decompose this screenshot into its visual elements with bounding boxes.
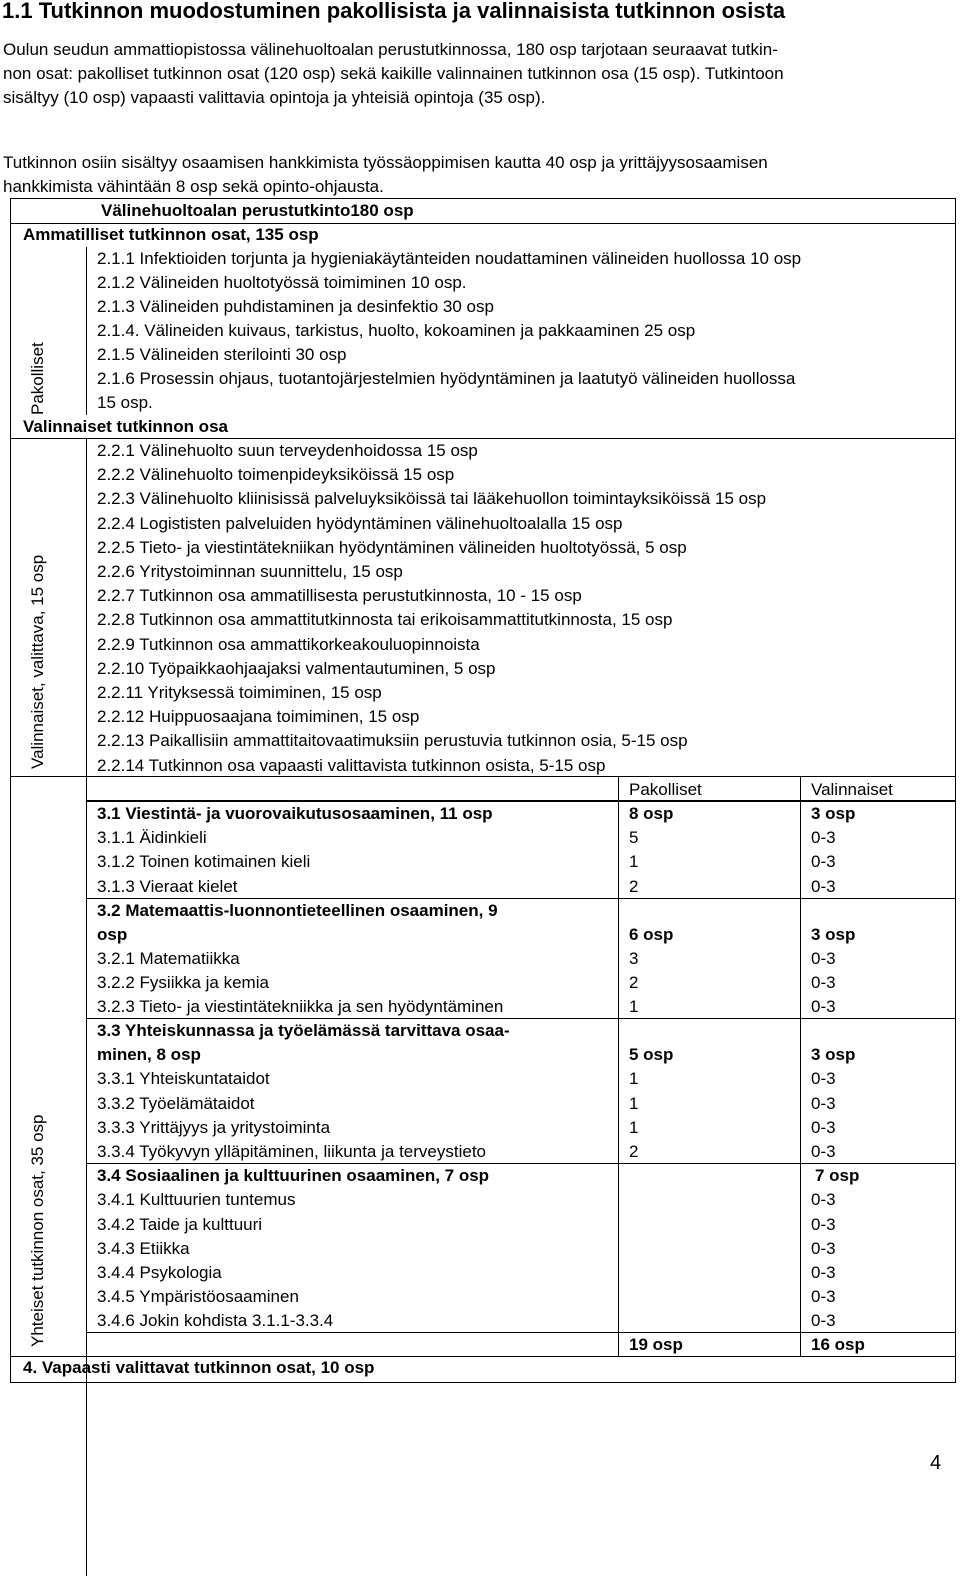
- list-item: 2.2.11 Yrityksessä toimiminen, 15 osp: [97, 683, 382, 702]
- valinnaiset-cell: 0-3: [811, 1263, 836, 1282]
- section-heading: Ammatilliset tutkinnon osat, 135 osp: [23, 225, 319, 244]
- valinnaiset-cell: 7 osp: [815, 1166, 860, 1186]
- row-group-label: Valinnaiset, valittava, 15 osp: [28, 554, 47, 769]
- table-row-label: osp: [97, 924, 128, 944]
- valinnaiset-cell: 0-3: [811, 1069, 836, 1089]
- list-item: 2.2.4 Logististen palveluiden hyödyntäminen välinehuoltoalalla 15 osp: [97, 513, 623, 533]
- pakolliset-cell: 8 osp: [629, 804, 674, 823]
- valinnaiset-cell: 0-3: [811, 973, 836, 992]
- intro-paragraph: [3, 38, 953, 110]
- table-row-label: 3.2 Matemaattis-luonnontieteellinen osaaminen, 9: [97, 900, 498, 920]
- table-divider: [618, 776, 619, 1356]
- column-header: Pakolliset: [629, 780, 702, 799]
- list-item: 2.1.2 Välineiden huoltotyössä toimiminen 10 osp.: [97, 273, 467, 292]
- pakolliset-cell: 1: [629, 997, 639, 1017]
- valinnaiset-cell: 0-3: [811, 1142, 836, 1161]
- table-row-label: 3.4.5 Ympäristöosaaminen: [97, 1287, 299, 1307]
- list-item: 2.2.2 Välinehuolto toimenpideyksiköissä 15 osp: [97, 465, 455, 485]
- valinnaiset-cell: 3 osp: [811, 804, 856, 823]
- pakolliset-cell: 1: [629, 1093, 639, 1113]
- list-item: 2.2.5 Tieto- ja viestintätekniikan hyödyntäminen välineiden huoltotyössä, 5 osp: [97, 537, 687, 557]
- table-row-label: 3.1 Viestintä- ja vuorovaikutusosaaminen, 11 osp: [97, 804, 493, 823]
- table-row-label: 3.4.4 Psykologia: [97, 1263, 222, 1282]
- valinnaiset-cell: 0-3: [811, 997, 836, 1017]
- table-row-label: 3.3.2 Työelämätaidot: [97, 1093, 255, 1113]
- valinnaiset-cell: 0-3: [811, 1190, 836, 1210]
- valinnaiset-cell: 0-3: [811, 1117, 836, 1137]
- pakolliset-cell: 2: [629, 973, 639, 992]
- intro-line: Tutkinnon osiin sisältyy osaamisen hankkimista työssäoppimisen kautta 40 osp ja yrittäjyysosaamisen: [3, 153, 768, 172]
- intro-line: non osat: pakolliset tutkinnon osat (120 osp) sekä kaikille valinnainen tutkinnon osa (15 osp). Tutkintoon: [3, 64, 784, 83]
- table-divider: [86, 801, 955, 802]
- valinnaiset-cell: 0-3: [811, 852, 836, 872]
- table-divider: [86, 438, 87, 1576]
- table-divider: [86, 898, 955, 899]
- valinnaiset-cell: 0-3: [811, 828, 836, 848]
- table-row-label: 3.3.1 Yhteiskuntataidot: [97, 1069, 270, 1089]
- list-item: 2.2.3 Välinehuolto kliinisissä palveluyksiköissä tai lääkehuollon toimintayksiköissä 15 osp: [97, 489, 767, 509]
- list-item: 2.2.10 Työpaikkaohjaajaksi valmentautuminen, 5 osp: [97, 658, 496, 678]
- table-row-label: 3.2.2 Fysiikka ja kemia: [97, 973, 269, 992]
- intro-line: hankkimista vähintään 8 osp sekä opinto-ohjausta.: [3, 177, 384, 196]
- page-number: 4: [930, 1452, 942, 1474]
- list-item: 2.2.1 Välinehuolto suun terveydenhoidossa 15 osp: [97, 441, 478, 460]
- pakolliset-cell: 5 osp: [629, 1045, 674, 1065]
- table-row-label: 3.3 Yhteiskunnassa ja työelämässä tarvittava osaa-: [97, 1021, 510, 1041]
- valinnaiset-cell: 0-3: [811, 1238, 836, 1258]
- table-row-label: 3.1.1 Äidinkieli: [97, 828, 207, 848]
- pakolliset-cell: 1: [629, 852, 639, 872]
- row-group-label: Pakolliset: [28, 342, 47, 415]
- valinnaiset-cell: 0-3: [811, 1311, 836, 1331]
- table-divider: [86, 247, 87, 415]
- list-item: 2.2.6 Yritystoiminnan suunnittelu, 15 osp: [97, 562, 403, 581]
- valinnaiset-cell: 3 osp: [811, 1045, 856, 1065]
- table-row-label: 3.4.6 Jokin kohdista 3.1.1-3.3.4: [97, 1311, 334, 1331]
- intro-line: Oulun seudun ammattiopistossa välinehuoltoalan perustutkinnossa, 180 osp tarjotaan seuraavat tutkin-: [3, 40, 778, 59]
- list-item: 2.1.3 Välineiden puhdistaminen ja desinfektio 30 osp: [97, 297, 494, 316]
- table-row-label: 3.2.1 Matematiikka: [97, 948, 240, 968]
- table-row-label: 3.4.1 Kulttuurien tuntemus: [97, 1190, 296, 1210]
- row-group-label: Yhteiset tutkinnon osat, 35 osp: [28, 1114, 47, 1347]
- table-row-label: 3.1.3 Vieraat kielet: [97, 876, 238, 896]
- list-item: 2.1.5 Välineiden sterilointi 30 osp: [97, 345, 347, 364]
- degree-structure-table: [10, 198, 956, 1383]
- list-item: 2.2.14 Tutkinnon osa vapaasti valittavista tutkinnon osista, 5-15 osp: [97, 755, 606, 775]
- list-item: 2.2.7 Tutkinnon osa ammatillisesta perustutkinnosta, 10 - 15 osp: [97, 586, 582, 606]
- list-item: 2.1.6 Prosessin ohjaus, tuotantojärjestelmien hyödyntäminen ja laatutyö välineiden huollossa: [97, 369, 796, 388]
- valinnaiset-cell: 0-3: [811, 948, 836, 968]
- list-item: 2.1.1 Infektioiden torjunta ja hygieniakäytänteiden noudattaminen välineiden huollossa 10 osp: [97, 249, 802, 268]
- pakolliset-cell: 2: [629, 876, 639, 896]
- list-item: 2.2.12 Huippuosaajana toimiminen, 15 osp: [97, 707, 420, 727]
- pakolliset-cell: 1: [629, 1069, 639, 1089]
- column-header: Valinnaiset: [811, 780, 893, 799]
- valinnaiset-cell: 0-3: [811, 1093, 836, 1113]
- table-row-label: minen, 8 osp: [97, 1045, 201, 1065]
- valinnaiset-cell: 3 osp: [811, 924, 856, 944]
- list-item: 2.2.13 Paikallisiin ammattitaitovaatimuksiin perustuvia tutkinnon osia, 5-15 osp: [97, 731, 688, 751]
- list-item: 2.2.8 Tutkinnon osa ammattitutkinnosta tai erikoisammattitutkinnosta, 15 osp: [97, 610, 673, 630]
- total-cell: 16 osp: [811, 1335, 865, 1354]
- table-row-label: 3.4 Sosiaalinen ja kulttuurinen osaaminen, 7 osp: [97, 1166, 490, 1186]
- pakolliset-cell: 1: [629, 1117, 639, 1137]
- table-row-label: 3.4.2 Taide ja kulttuuri: [97, 1214, 263, 1234]
- table-row-label: 3.2.3 Tieto- ja viestintätekniikka ja sen hyödyntäminen: [97, 997, 504, 1017]
- pakolliset-cell: 5: [629, 828, 639, 848]
- valinnaiset-cell: 0-3: [811, 1214, 836, 1234]
- pakolliset-cell: 6 osp: [629, 924, 674, 944]
- valinnaiset-cell: 0-3: [811, 1287, 836, 1307]
- intro-line: sisältyy (10 osp) vapaasti valittavia opintoja ja yhteisiä opintoja (35 osp).: [3, 88, 546, 107]
- list-item: 2.1.4. Välineiden kuivaus, tarkistus, huolto, kokoaminen ja pakkaaminen 25 osp: [97, 321, 696, 340]
- table-divider: [86, 1018, 955, 1019]
- pakolliset-cell: 3: [629, 948, 639, 968]
- table-divider: [86, 1163, 955, 1164]
- table-divider: [800, 776, 801, 1356]
- table-row-label: 3.3.3 Yrittäjyys ja yritystoiminta: [97, 1117, 331, 1137]
- table-row-label: 3.1.2 Toinen kotimainen kieli: [97, 852, 311, 872]
- table-row-label: 3.3.4 Työkyvyn ylläpitäminen, liikunta ja terveystieto: [97, 1142, 486, 1161]
- total-cell: 19 osp: [629, 1335, 683, 1354]
- pakolliset-cell: 2: [629, 1142, 639, 1161]
- section-heading: Valinnaiset tutkinnon osa: [23, 417, 228, 436]
- page-heading: 1.1 Tutkinnon muodostuminen pakollisista ja valinnaisista tutkinnon osista: [2, 0, 786, 23]
- list-item: 15 osp.: [97, 393, 153, 412]
- section-heading: 4. Vapaasti valittavat tutkinnon osat, 10 osp: [23, 1358, 375, 1377]
- valinnaiset-cell: 0-3: [811, 876, 836, 896]
- list-item: 2.2.9 Tutkinnon osa ammattikorkeakouluopinnoista: [97, 634, 480, 654]
- intro-paragraph-2: [3, 151, 953, 199]
- table-row-label: 3.4.3 Etiikka: [97, 1238, 190, 1258]
- table-title: Välinehuoltoalan perustutkinto180 osp: [101, 201, 414, 220]
